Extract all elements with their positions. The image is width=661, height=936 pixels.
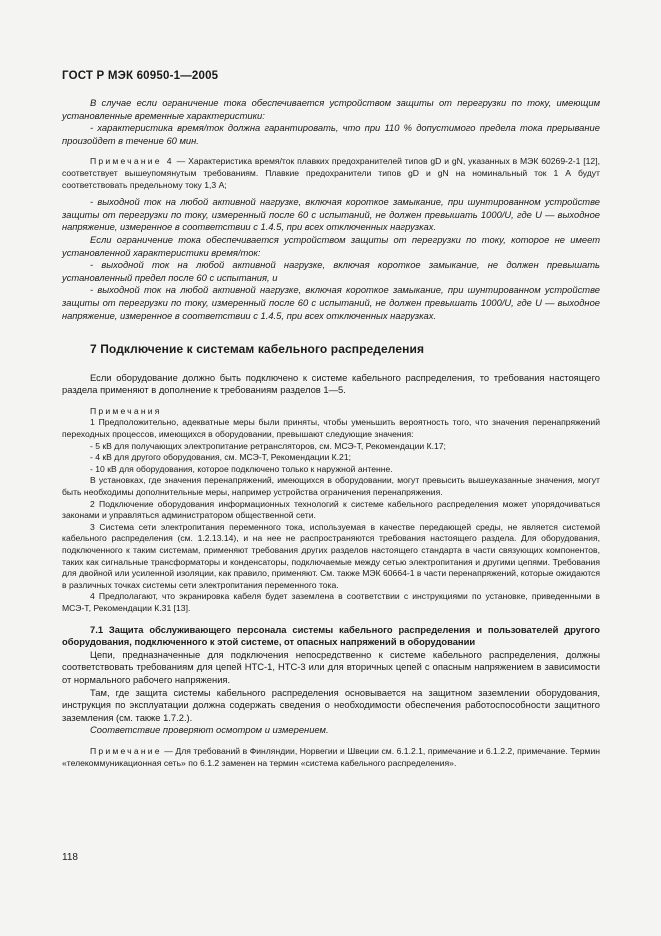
page-number: 118 (62, 852, 78, 863)
section-7-title: 7 Подключение к системам кабельного распределения (90, 342, 425, 357)
section-7-1-paragraph: Цепи, предназначенные для подключения непосредственно к системе кабельного распределения, должны соответствовать требованиям для цепей НТС-1, НТС-3 или для вторичных цепей с опасным напряжением в зависимости от нормального рабочего напряжения. (62, 648, 600, 685)
section-7-1-note (62, 746, 600, 769)
paragraph: - выходной ток на любой активной нагрузке, включая короткое замыкание, при шунтированном устройстве защиты от перегрузки по току, измеренный после 60 с испытаний, не должен превышать 1000/U, где U — выходное напряжение, измеренное в соответствии с 1.4.5, при всех отключенных нагрузках. (62, 196, 600, 233)
note-1-bullet: - 5 кВ для получающих электропитание ретрансляторов, см. МСЭ-Т, Рекомендации К.17; (90, 440, 446, 451)
paragraph: - характеристика время/ток должна гарантировать, что при 110 % допустимого предела тока прерывание произойдет в течение 60 мин. (62, 122, 600, 146)
note-4-section: 4 Предполагают, что экранировка кабеля будет заземлена в соответствии с инструкциями по установке, приведенными в МСЭ-Т, Рекомендации К.31 [13]. (62, 591, 600, 613)
page-content (62, 97, 600, 769)
note-1: 1 Предположительно, адекватные меры были приняты, чтобы уменьшить вероятность того, что значения перенапряжений переходных процессов, имеющихся в оборудовании, превышают следующие значения: (62, 417, 600, 440)
paragraph: Если ограничение тока обеспечивается устройством защиты от перегрузки по току, которое не имеет установленной характеристики время/ток: (62, 233, 600, 258)
note-1-bullet: - 4 кВ для другого оборудования, см. МСЭ-Т, Рекомендации К.21; (90, 452, 351, 463)
note-2: 2 Подключение оборудования информационных технологий к системе кабельного распределения может упорядочиваться законами и управляться администратором общественной сети. (62, 498, 600, 521)
note-3: 3 Система сети электропитания переменного тока, используемая в качестве передающей среды, не является системой кабельного распределения (см. 1.2.13.14), и на нее не распространяются требования настоящего раздела. Для оборудования, подключенного к таким системам, применяют требования других разделов настоящего стандарта в части связующих компонентов, таких как сигнальные трансформаторы и конденсаторы, подключаемые между сетью электропитания и другими цепями. Требования для двойной или усиленной изоляции, как правило, применяют. См. также МЭК 60664-1 в части перенапряжений, которые ожидаются в различных точках системы сети электропитания переменного тока. (62, 521, 600, 590)
document-header: ГОСТ Р МЭК 60950-1—2005 (62, 70, 219, 82)
section-7-intro: Если оборудование должно быть подключено к системе кабельного распределения, то требования настоящего раздела применяют в дополнение к требованиям разделов 1—5. (62, 371, 600, 396)
section-7-1-title: 7.1 Защита обслуживающего персонала системы кабельного распределения и пользователей другого оборудования, подключенного к этой системе, от опасных напряжений в оборудовании (62, 623, 600, 648)
paragraph: - выходной ток на любой активной нагрузке, включая короткое замыкание, при шунтированном устройстве защиты от перегрузки по току, измеренный после 60 с испытаний, не должен превышать 1000/U, где U — выходное напряжение, измеренное в соответствии с 1.4.5, при всех отключенных нагрузках. (62, 284, 600, 321)
notes-label: Примечания (90, 405, 162, 416)
note-4 (62, 156, 600, 191)
note-text: — Для требований в Финляндии, Норвегии и Швеции см. 6.1.2.1, примечание и 6.1.2.2, примечание. Термин «телекоммуникационная сеть» по 6.1.2 заменен на термин «система кабельного распределения». (62, 745, 600, 768)
note-label: Примечание 4 (90, 156, 174, 167)
note-label: Примечание (90, 745, 162, 756)
note-1-bullet: - 10 кВ для оборудования, которое подключено только к наружной антенне. (90, 463, 393, 474)
note-text: — Характеристика время/ток плавких предохранителей типов gD и gN, указанных в МЭК 60269-2-1 [12], соответствует вышеупомянутым требованиям. Плавкие предохранители типов gD и gN на номинальный ток 1 А будут соответствовать предельному току 1,3 А; (62, 156, 600, 190)
paragraph: В случае если ограничение тока обеспечивается устройством защиты от перегрузки по току, имеющим установленные временные характеристики: (62, 97, 600, 121)
compliance-check: Соответствие проверяют осмотром и измерением. (90, 724, 329, 736)
note-1-continued: В установках, где значения перенапряжений, имеющихся в оборудовании, могут превысить вышеуказанные значения, могут быть необходимы дополнительные меры, например устройства ограничения перенапряжения. (62, 475, 600, 498)
section-7-1-paragraph: Там, где защита системы кабельного распределения основывается на защитном заземлении оборудования, инструкция по эксплуатации должна содержать сведения о необходимости обеспечения работоспособности защитного заземления (см. также 1.7.2.). (62, 686, 600, 723)
paragraph: - выходной ток на любой активной нагрузке, включая короткое замыкание, не должен превышать установленный предел после 60 с испытания, и (62, 259, 600, 283)
